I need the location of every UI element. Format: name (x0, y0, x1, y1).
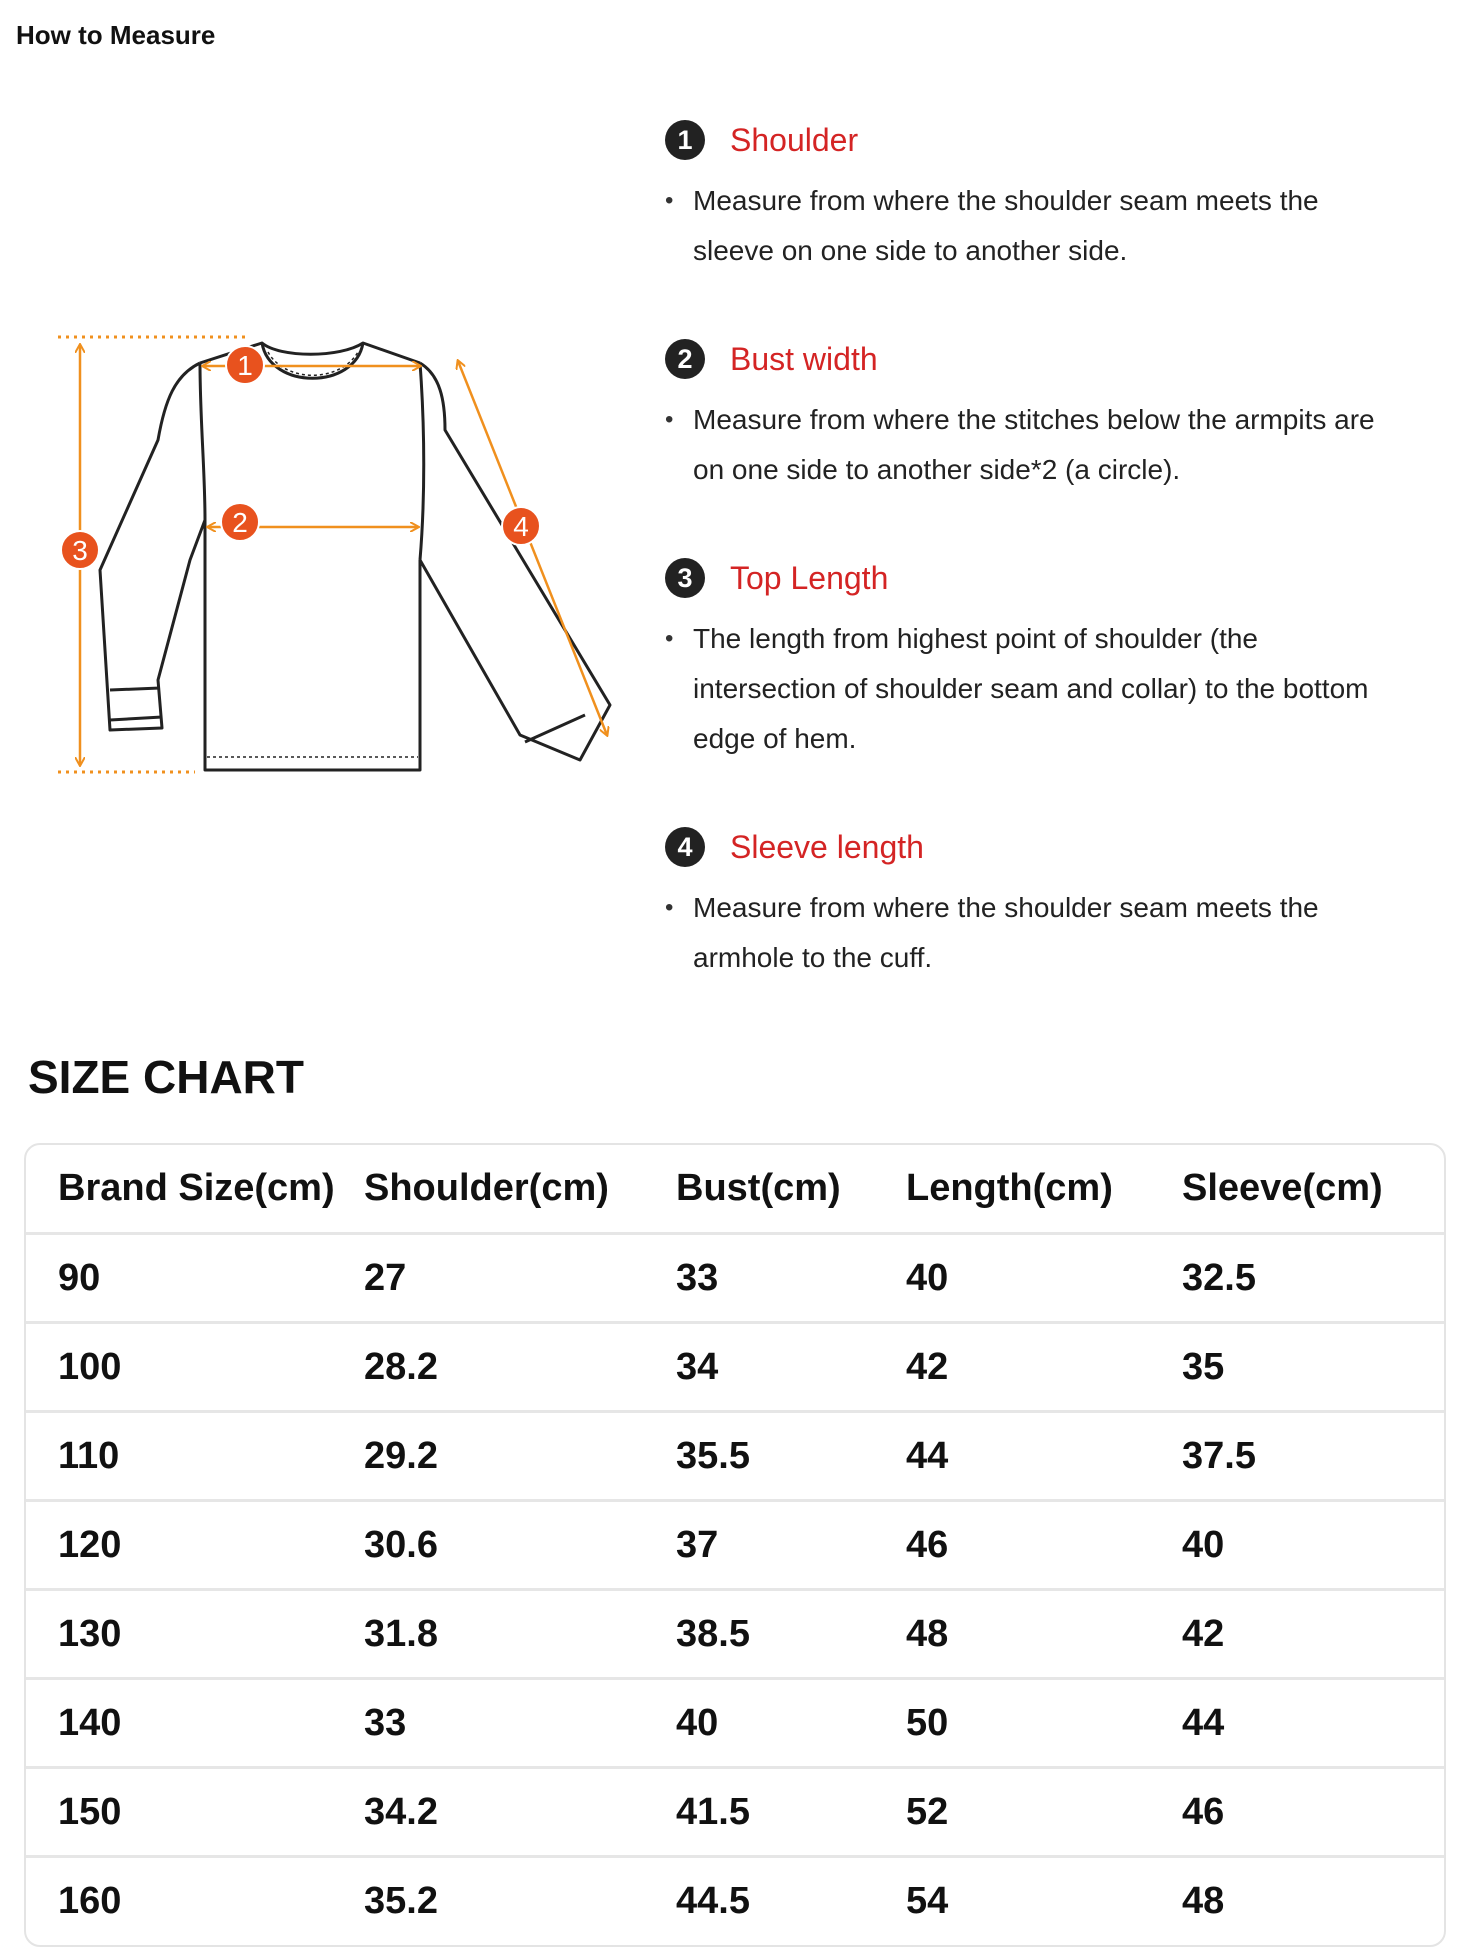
column-header: Brand Size(cm) (26, 1145, 364, 1234)
table-cell: 40 (676, 1679, 906, 1768)
table-cell: 34 (676, 1323, 906, 1412)
table-cell: 46 (1182, 1768, 1444, 1857)
sleeve-arrow (458, 361, 607, 735)
table-cell: 29.2 (364, 1412, 676, 1501)
column-header: Sleeve(cm) (1182, 1145, 1444, 1234)
table-cell: 37.5 (1182, 1412, 1444, 1501)
table-cell: 44.5 (676, 1879, 750, 1922)
measure-item-shoulder (665, 118, 1425, 276)
table-cell: 130 (26, 1590, 364, 1679)
size-chart-table (24, 1143, 1446, 1947)
table-cell: 33 (676, 1234, 906, 1323)
bullet-icon: • (665, 406, 674, 433)
table-cell: 120 (26, 1501, 364, 1590)
table-row (26, 1323, 1444, 1412)
table-cell: 46 (906, 1501, 1182, 1590)
table-cell: 48 (906, 1590, 1182, 1679)
number-3-icon: 3 (665, 558, 705, 598)
measure-item-bust (665, 337, 1425, 495)
page-title: How to Measure (16, 20, 216, 50)
measure-description: • Measure from where the shoulder seam meets the sleeve on one side to another side. (665, 176, 1393, 276)
table-row (26, 1501, 1444, 1590)
table-cell: 54 (906, 1879, 949, 1922)
number-4-icon: 4 (665, 827, 705, 867)
table-cell: 32.5 (1182, 1234, 1444, 1323)
table-cell: 30.6 (364, 1501, 676, 1590)
table-cell: 50 (906, 1679, 1182, 1768)
measure-title: Top Length (730, 559, 889, 596)
table-cell: 150 (26, 1768, 364, 1857)
table-cell: 34.2 (364, 1768, 676, 1857)
sweater-diagram (40, 320, 630, 790)
table-cell: 35 (1182, 1323, 1444, 1412)
column-header: Shoulder(cm) (364, 1145, 676, 1234)
measure-description: • Measure from where the stitches below the armpits are on one side to another side*2 (a circle). (665, 395, 1393, 495)
table-cell: 42 (906, 1323, 1182, 1412)
table-cell: 35.5 (676, 1412, 906, 1501)
column-header: Bust(cm) (676, 1145, 906, 1234)
table-cell: 40 (906, 1234, 1182, 1323)
table-cell: 48 (1182, 1879, 1225, 1922)
table-cell: 37 (676, 1501, 906, 1590)
measure-description: • Measure from where the shoulder seam meets the armhole to the cuff. (665, 883, 1393, 983)
table-cell: 110 (26, 1412, 364, 1501)
table-header-row (26, 1145, 1444, 1234)
table-cell: 28.2 (364, 1323, 676, 1412)
table-cell: 31.8 (364, 1590, 676, 1679)
table-cell: 41.5 (676, 1768, 906, 1857)
table-row (26, 1857, 1444, 1945)
table-cell: 100 (26, 1323, 364, 1412)
table-cell: 90 (26, 1234, 364, 1323)
table-cell: 40 (1182, 1501, 1444, 1590)
table-cell: 27 (364, 1234, 676, 1323)
bullet-icon: • (665, 625, 674, 652)
table-cell: 52 (906, 1768, 1182, 1857)
svg-text:3: 3 (72, 535, 88, 566)
size-chart-title: SIZE CHART (28, 1051, 304, 1103)
measure-item-length (665, 556, 1425, 764)
table-row (26, 1234, 1444, 1323)
measure-title: Shoulder (730, 121, 859, 158)
svg-text:1: 1 (237, 350, 253, 381)
table-cell: 44 (906, 1412, 1182, 1501)
table-cell: 140 (26, 1679, 364, 1768)
table-cell: 35.2 (364, 1879, 438, 1922)
sweater-outline-icon (100, 343, 610, 770)
number-2-icon: 2 (665, 339, 705, 379)
column-header: Length(cm) (906, 1145, 1182, 1234)
bullet-icon: • (665, 894, 674, 921)
svg-text:2: 2 (232, 507, 248, 538)
number-1-icon: 1 (665, 120, 705, 160)
table-cell: 42 (1182, 1590, 1444, 1679)
table-row (26, 1590, 1444, 1679)
table-cell: 33 (364, 1679, 676, 1768)
measure-title: Sleeve length (730, 828, 924, 865)
table-row (26, 1412, 1444, 1501)
table-cell: 160 (58, 1879, 122, 1922)
table-cell: 38.5 (676, 1590, 906, 1679)
table-row (26, 1679, 1444, 1768)
measure-description: • The length from highest point of shoulder (the intersection of shoulder seam and collar) to the bottom edge of hem. (665, 614, 1393, 764)
bullet-icon: • (665, 187, 674, 214)
measure-title: Bust width (730, 340, 878, 377)
measure-item-sleeve (665, 825, 1425, 983)
table-cell: 44 (1182, 1679, 1444, 1768)
svg-text:4: 4 (513, 511, 529, 542)
table-row (26, 1768, 1444, 1857)
